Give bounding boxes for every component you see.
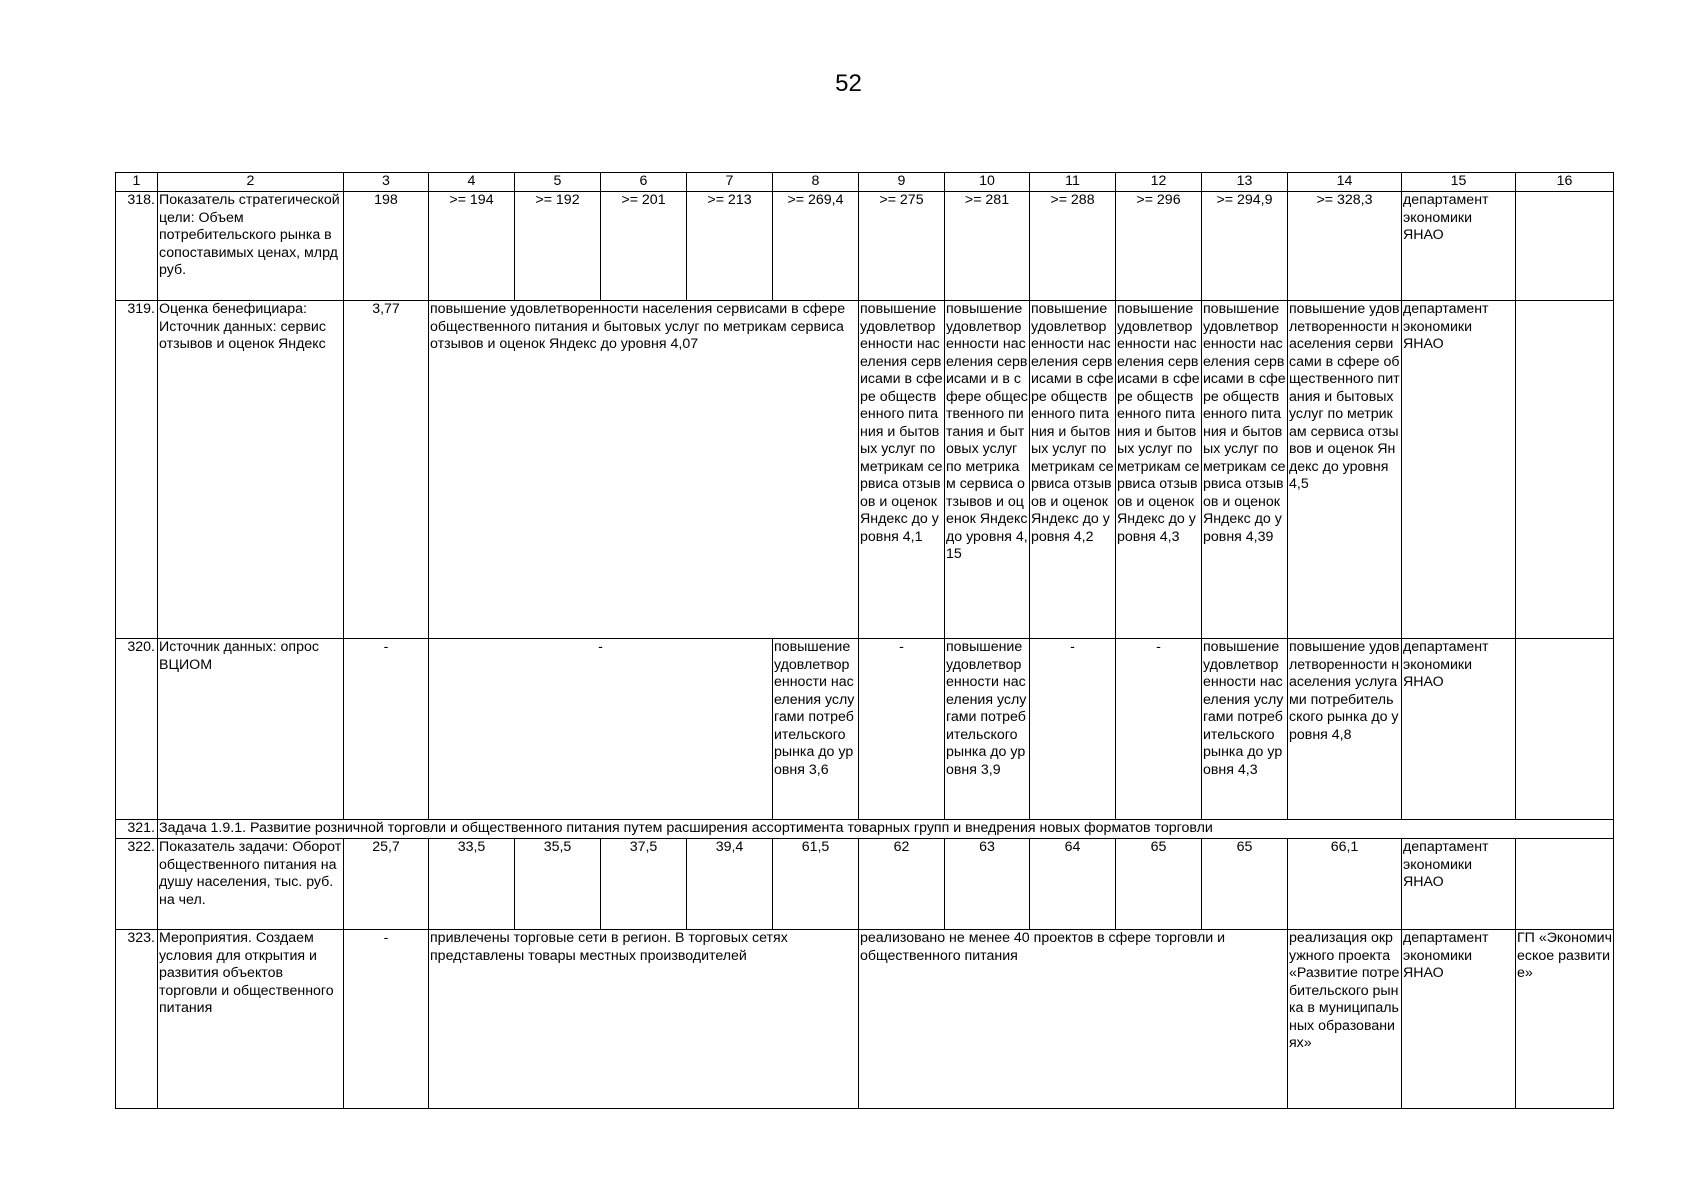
header-cell: 8 — [773, 173, 859, 192]
value-cell: 39,4 — [687, 839, 773, 930]
value-cell: 61,5 — [773, 839, 859, 930]
responsible-cell: департамент экономики ЯНАО — [1402, 301, 1516, 639]
page-number: 52 — [835, 70, 862, 97]
merged-value-cell: реализовано не менее 40 проектов в сфере торговли и общественного питания — [859, 930, 1288, 1109]
value-cell: 64 — [1030, 839, 1116, 930]
value-cell: >= 296 — [1116, 192, 1202, 301]
value-cell: >= 275 — [859, 192, 945, 301]
program-cell — [1516, 839, 1614, 930]
value-cell: повышение удовлетворенности населения сервисами в сфере общественного питания и бытовых услуг по метрикам сервиса отзывов и оценок Яндекс до уровня 4,3 — [1116, 301, 1202, 639]
value-cell: >= 269,4 — [773, 192, 859, 301]
task-heading: Задача 1.9.1. Развитие розничной торговли и общественного питания путем расширения ассортимента товарных групп и внедрения новых форматов торговли — [158, 820, 1614, 839]
table-row-322 — [116, 839, 1614, 930]
header-cell: 7 — [687, 173, 773, 192]
value-cell: 37,5 — [601, 839, 687, 930]
merged-value-cell: - — [429, 639, 773, 820]
program-cell: ГП «Экономическое развитие» — [1516, 930, 1614, 1109]
value-cell: - — [344, 639, 429, 820]
value-cell: >= 288 — [1030, 192, 1116, 301]
responsible-cell: департамент экономики ЯНАО — [1402, 930, 1516, 1109]
value-cell: 198 — [344, 192, 429, 301]
program-cell — [1516, 301, 1614, 639]
indicator-name: Показатель стратегической цели: Объем потребительского рынка в сопоставимых ценах, млрд руб. — [158, 192, 344, 301]
value-cell: - — [1030, 639, 1116, 820]
value-cell: 65 — [1202, 839, 1288, 930]
header-cell: 15 — [1402, 173, 1516, 192]
header-cell: 12 — [1116, 173, 1202, 192]
merged-value-cell: повышение удовлетворенности населения сервисами в сфере общественного питания и бытовых услуг по метрикам сервиса отзывов и оценок Яндекс до уровня 4,07 — [429, 301, 859, 639]
value-cell: повышение удовлетворенности населения сервисами и в сфере общественного питания и бытовых услуг по метрикам сервиса отзывов и оценок Яндекс до уровня 4,15 — [945, 301, 1030, 639]
row-number: 323. — [116, 930, 158, 1109]
header-cell: 3 — [344, 173, 429, 192]
header-cell: 16 — [1516, 173, 1614, 192]
value-cell: повышение удовлетворенности населения сервисами в сфере общественного питания и бытовых услуг по метрикам сервиса отзывов и оценок Яндекс до уровня 4,39 — [1202, 301, 1288, 639]
value-cell: >= 213 — [687, 192, 773, 301]
indicators-table — [115, 172, 1614, 1109]
value-cell: 65 — [1116, 839, 1202, 930]
row-number: 322. — [116, 839, 158, 930]
value-cell: повышение удовлетворенности населения сервисами в сфере общественного питания и бытовых услуг по метрикам сервиса отзывов и оценок Яндекс до уровня 4,5 — [1288, 301, 1402, 639]
value-cell: >= 294,9 — [1202, 192, 1288, 301]
header-cell: 5 — [515, 173, 601, 192]
table-row-320 — [116, 639, 1614, 820]
value-cell: - — [344, 930, 429, 1109]
value-cell: >= 194 — [429, 192, 515, 301]
row-number: 321. — [116, 820, 158, 839]
value-cell: 62 — [859, 839, 945, 930]
value-cell: 35,5 — [515, 839, 601, 930]
value-cell: повышение удовлетворенности населения услугами потребительского рынка до уровня 3,9 — [945, 639, 1030, 820]
value-cell: 33,5 — [429, 839, 515, 930]
row-number: 319. — [116, 301, 158, 639]
header-cell: 2 — [158, 173, 344, 192]
value-cell: >= 201 — [601, 192, 687, 301]
table-row-318 — [116, 192, 1614, 301]
value-cell: >= 281 — [945, 192, 1030, 301]
value-cell: повышение удовлетворенности населения услугами потребительского рынка до уровня 4,3 — [1202, 639, 1288, 820]
value-cell: реализация окружного проекта «Развитие потребительского рынка в муниципальных образованиях» — [1288, 930, 1402, 1109]
header-cell: 4 — [429, 173, 515, 192]
responsible-cell: департамент экономики ЯНАО — [1402, 839, 1516, 930]
value-cell: >= 328,3 — [1288, 192, 1402, 301]
value-cell: повышение удовлетворенности населения сервисами в сфере общественного питания и бытовых услуг по метрикам сервиса отзывов и оценок Яндекс до уровня 4,2 — [1030, 301, 1116, 639]
value-cell: 3,77 — [344, 301, 429, 639]
table-row-321 — [116, 820, 1614, 839]
value-cell: - — [859, 639, 945, 820]
value-cell: 66,1 — [1288, 839, 1402, 930]
program-cell — [1516, 639, 1614, 820]
header-cell: 14 — [1288, 173, 1402, 192]
responsible-cell: департамент экономики ЯНАО — [1402, 639, 1516, 820]
value-cell: 25,7 — [344, 839, 429, 930]
indicator-name: Оценка бенефициара: Источник данных: сервис отзывов и оценок Яндекс — [158, 301, 344, 639]
value-cell: >= 192 — [515, 192, 601, 301]
program-cell — [1516, 192, 1614, 301]
value-cell: повышение удовлетворенности населения услугами потребительского рынка до уровня 4,8 — [1288, 639, 1402, 820]
header-row — [116, 173, 1614, 192]
responsible-cell: департамент экономики ЯНАО — [1402, 192, 1516, 301]
header-cell: 6 — [601, 173, 687, 192]
row-number: 318. — [116, 192, 158, 301]
indicator-name: Источник данных: опрос ВЦИОМ — [158, 639, 344, 820]
value-cell: повышение удовлетворенности населения сервисами в сфере общественного питания и бытовых услуг по метрикам сервиса отзывов и оценок Яндекс до уровня 4,1 — [859, 301, 945, 639]
indicator-name: Показатель задачи: Оборот общественного питания на душу населения, тыс. руб. на чел. — [158, 839, 344, 930]
table-row-323 — [116, 930, 1614, 1109]
header-cell: 10 — [945, 173, 1030, 192]
value-cell: повышение удовлетворенности населения услугами потребительского рынка до уровня 3,6 — [773, 639, 859, 820]
row-number: 320. — [116, 639, 158, 820]
value-cell: - — [1116, 639, 1202, 820]
value-cell: 63 — [945, 839, 1030, 930]
table-row-319 — [116, 301, 1614, 639]
header-cell: 13 — [1202, 173, 1288, 192]
merged-value-cell: привлечены торговые сети в регион. В торговых сетях представлены товары местных производителей — [429, 930, 859, 1109]
header-cell: 1 — [116, 173, 158, 192]
header-cell: 11 — [1030, 173, 1116, 192]
header-cell: 9 — [859, 173, 945, 192]
indicator-name: Мероприятия. Создаем условия для открытия и развития объектов торговли и общественного питания — [158, 930, 344, 1109]
